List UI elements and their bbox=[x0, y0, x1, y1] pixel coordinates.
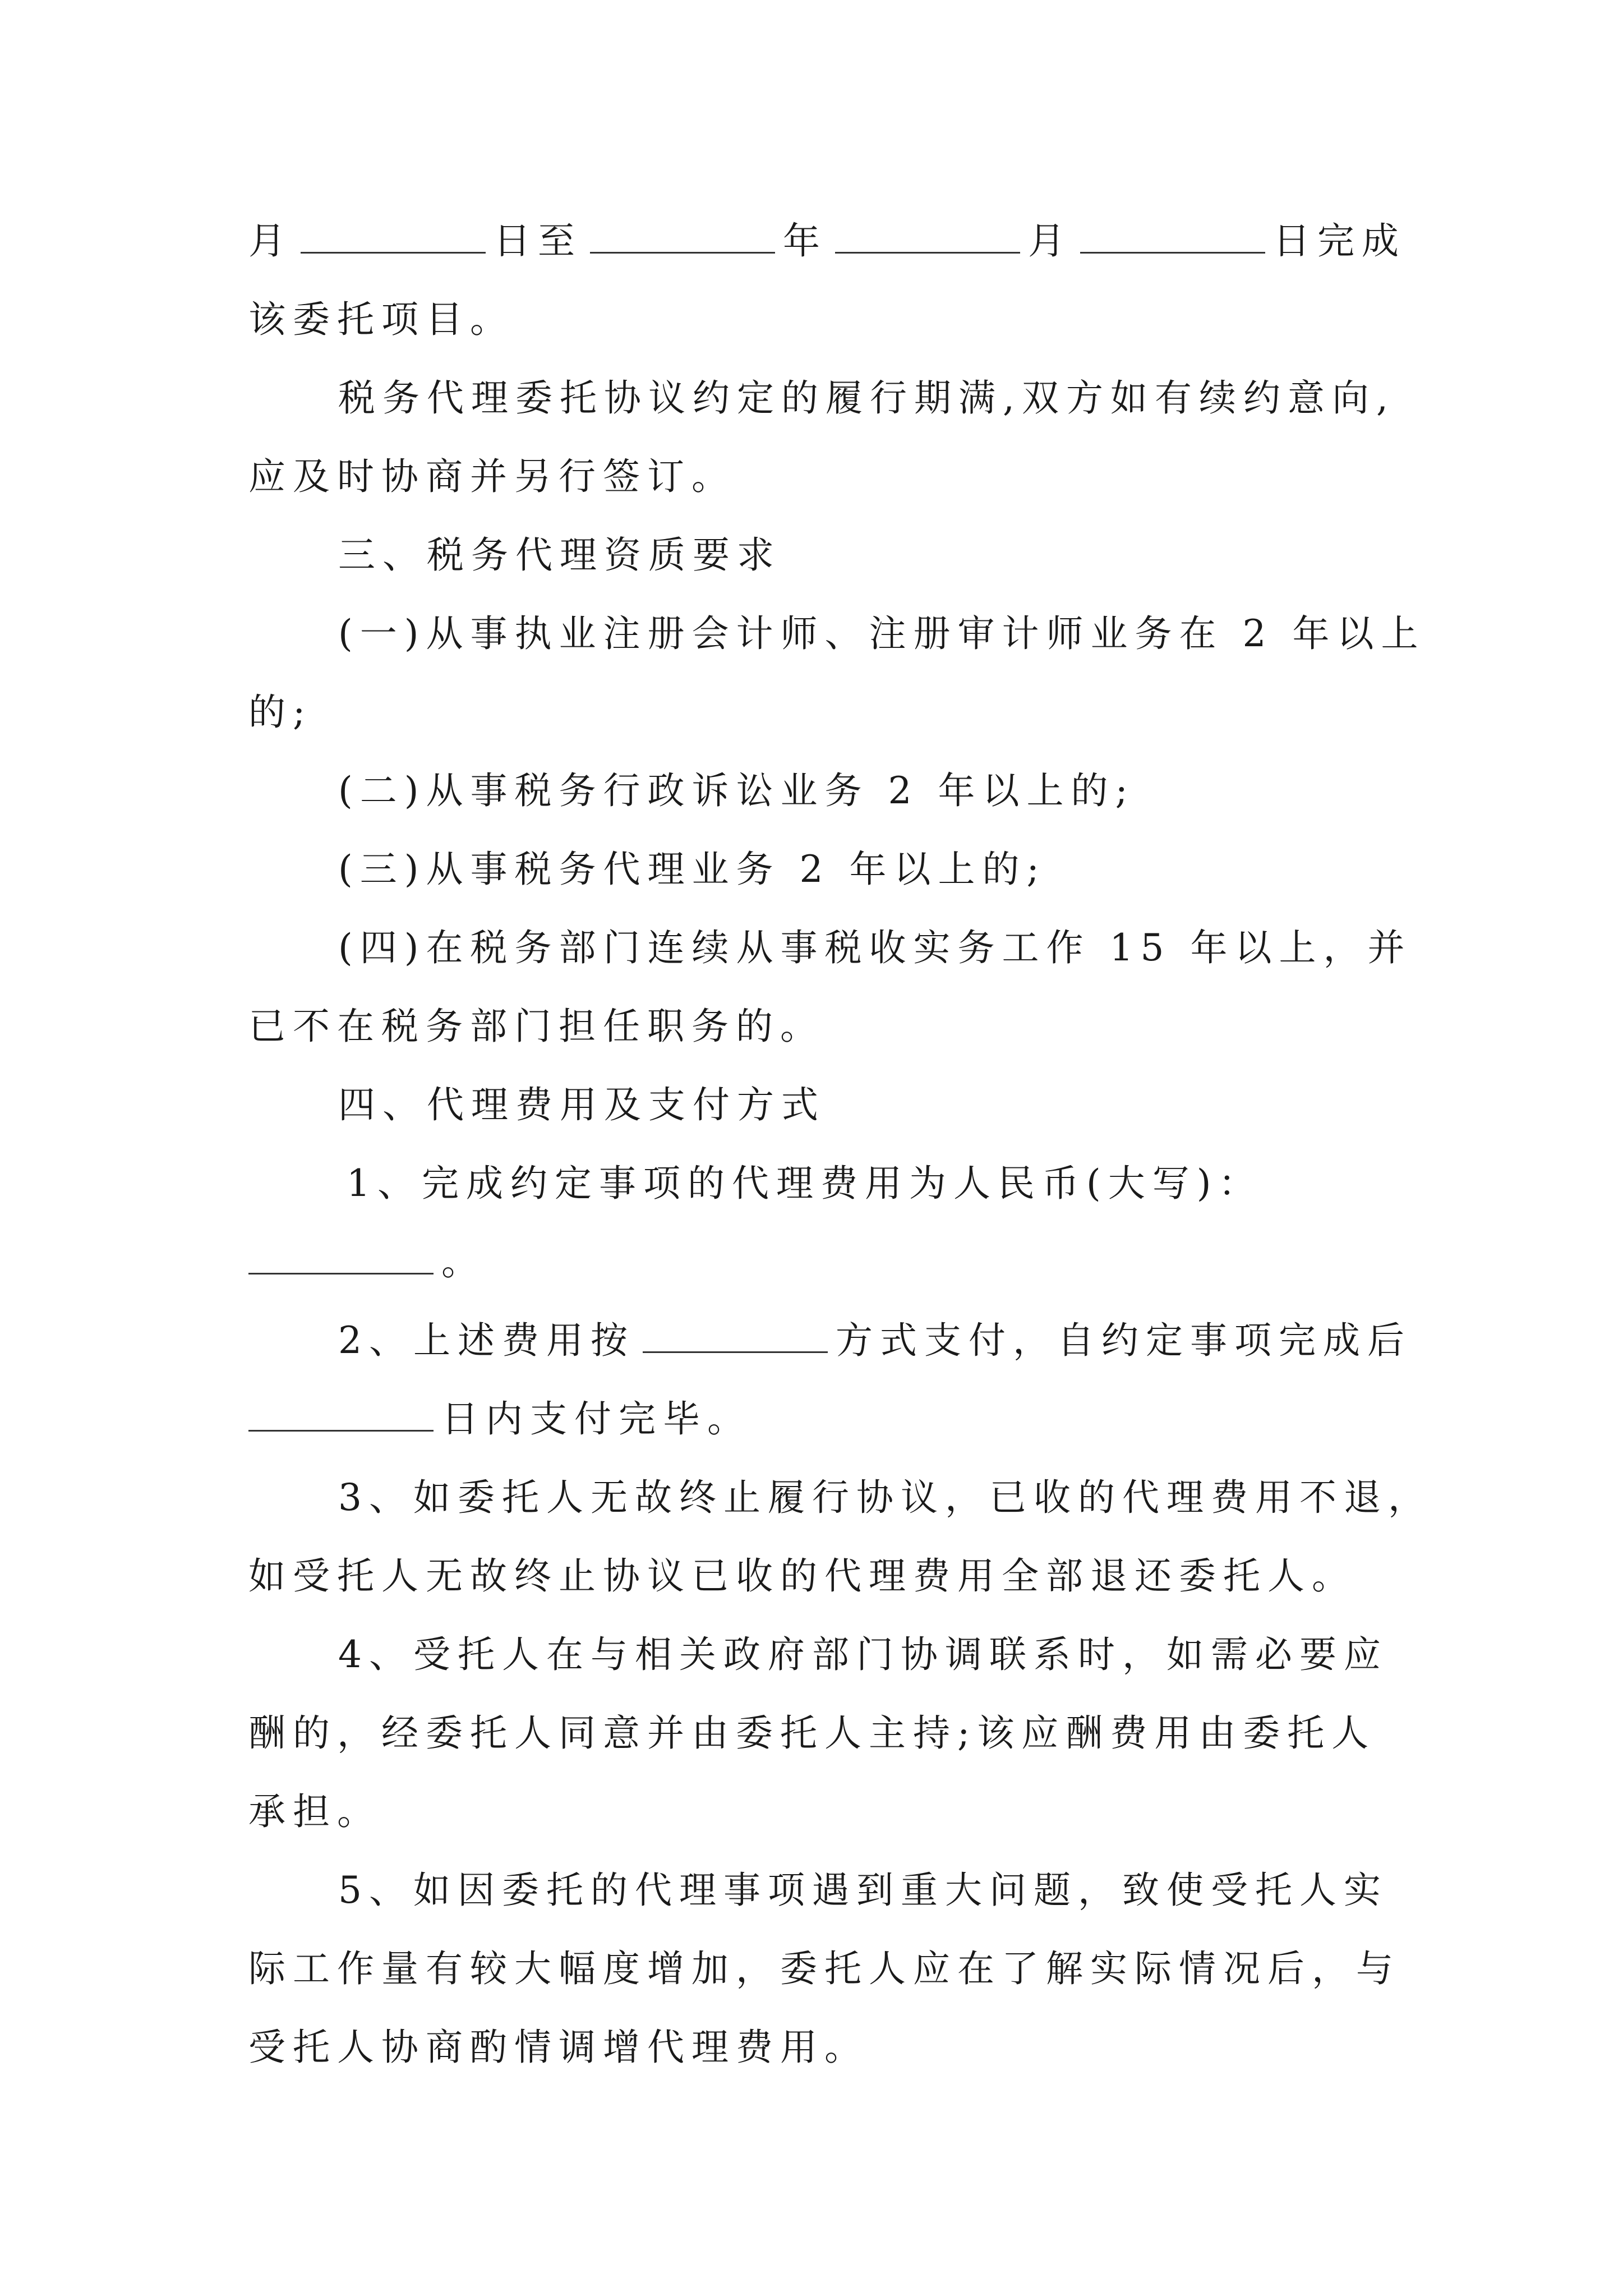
list-item: (四)在税务部门连续从事税收实务工作 15 年以上，并 bbox=[338, 926, 1412, 969]
document-body bbox=[248, 202, 1432, 2087]
paragraph-line: 已不在税务部门担任职务的。 bbox=[248, 1005, 824, 1048]
text-segment: 月 bbox=[248, 219, 293, 263]
blank-field bbox=[1080, 250, 1265, 254]
blank-field bbox=[301, 250, 486, 254]
paragraph-line: 际工作量有较大幅度增加，委托人应在了解实际情况后，与 bbox=[248, 1947, 1400, 1990]
text-segment: 年 bbox=[783, 219, 827, 263]
paragraph-line: 应及时协商并另行签订。 bbox=[248, 455, 736, 498]
list-item: 4、受托人在与相关政府部门协调联系时，如需必要应 bbox=[338, 1633, 1388, 1676]
text-segment: 日完成 bbox=[1273, 219, 1406, 263]
text-segment: 2、上述费用按 bbox=[338, 1319, 635, 1362]
payment-days-line bbox=[248, 1380, 1376, 1458]
text-segment: 月 bbox=[1028, 219, 1072, 263]
payment-method-line bbox=[248, 1301, 1412, 1380]
list-item: 3、如委托人无故终止履行协议，已收的代理费用不退， bbox=[338, 1476, 1432, 1519]
blank-field bbox=[835, 250, 1020, 254]
list-item: (一)从事执业注册会计师、注册审计师业务在 2 年以上 bbox=[338, 612, 1426, 655]
blank-field bbox=[643, 1349, 828, 1353]
text-segment: 日至 bbox=[494, 219, 582, 263]
section-heading: 四、代理费用及支付方式 bbox=[338, 1083, 826, 1126]
paragraph-line: 酬的，经委托人同意并由委托人主持;该应酬费用由委托人 bbox=[248, 1711, 1376, 1755]
list-item: (三)从事税务代理业务 2 年以上的; bbox=[338, 848, 1046, 891]
paragraph-line: 如受托人无故终止协议已收的代理费用全部退还委托人。 bbox=[248, 1554, 1356, 1598]
amount-blank-line bbox=[248, 1223, 1376, 1301]
blank-field bbox=[248, 1428, 434, 1432]
blank-field bbox=[590, 250, 775, 254]
list-item: 1、完成约定事项的代理费用为人民币(大写)： bbox=[347, 1162, 1263, 1205]
paragraph-line: 该委托项目。 bbox=[248, 298, 514, 341]
text-segment: 方式支付，自约定事项完成后 bbox=[836, 1319, 1412, 1362]
date-range-line bbox=[248, 202, 1406, 280]
list-item: (二)从事税务行政诉讼业务 2 年以上的; bbox=[338, 769, 1135, 812]
paragraph-line: 承担。 bbox=[248, 1790, 381, 1833]
list-item: 5、如因委托的代理事项遇到重大问题，致使受托人实 bbox=[338, 1869, 1388, 1912]
paragraph-line: 的; bbox=[248, 691, 313, 734]
text-segment: 日内支付完毕。 bbox=[441, 1397, 751, 1441]
paragraph-line: 受托人协商酌情调增代理费用。 bbox=[248, 2026, 869, 2069]
blank-field bbox=[248, 1271, 434, 1274]
paragraph-line: 税务代理委托协议约定的履行期满,双方如有续约意向, bbox=[338, 376, 1395, 420]
text-segment: 。 bbox=[441, 1240, 486, 1283]
section-heading: 三、税务代理资质要求 bbox=[338, 533, 781, 577]
